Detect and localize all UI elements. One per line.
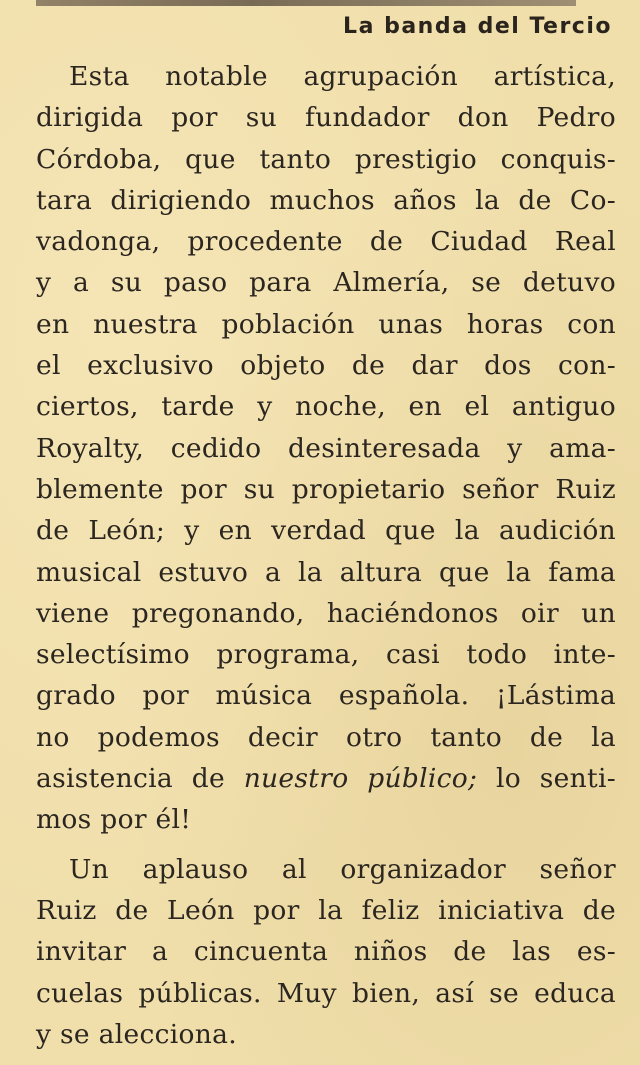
text-line: grado por música española. ¡Lástima bbox=[36, 680, 616, 712]
article-heading: La banda del Tercio bbox=[343, 14, 612, 39]
text-line-last: y se alecciona. bbox=[36, 1018, 237, 1050]
text-line: blemente por su propietario señor Ruiz bbox=[36, 473, 616, 505]
text-line: de León; y en verdad que la audición bbox=[36, 515, 616, 547]
text-line: Esta notable agrupación artística, bbox=[69, 61, 616, 92]
text-line: Un aplauso al organizador señor bbox=[69, 853, 616, 885]
text-line-last: mos por él! bbox=[36, 804, 192, 836]
text-line: y a su paso para Almería, se detuvo bbox=[36, 267, 616, 299]
paragraph-gap bbox=[36, 841, 616, 849]
text-line: selectísimo programa, casi todo inte- bbox=[36, 639, 616, 671]
emphasized-text: nuestro público; bbox=[243, 763, 478, 795]
paragraph-2 bbox=[36, 849, 616, 1055]
text-line: no podemos decir otro tanto de la bbox=[36, 721, 616, 753]
text-line: musical estuvo a la altura que la fama bbox=[36, 556, 616, 588]
text-line: Córdoba, que tanto prestigio conquis- bbox=[36, 143, 616, 175]
text-line: dirigida por su fundador don Pedro bbox=[36, 102, 616, 134]
text-line: Royalty, cedido desinteresada y ama- bbox=[36, 432, 616, 464]
article-body bbox=[36, 56, 616, 1055]
top-divider-rule bbox=[36, 0, 576, 6]
text-line: el exclusivo objeto de dar dos con- bbox=[36, 350, 616, 382]
text-line: viene pregonando, haciéndonos oir un bbox=[36, 597, 616, 629]
text-line-with-emphasis bbox=[36, 758, 616, 799]
text-line: Ruiz de León por la feliz iniciativa de bbox=[36, 894, 616, 926]
text-run: lo senti- bbox=[477, 763, 616, 795]
text-line: en nuestra población unas horas con bbox=[36, 308, 616, 340]
text-line: invitar a cincuenta niños de las es- bbox=[36, 936, 616, 968]
text-line: tara dirigiendo muchos años la de Co- bbox=[36, 184, 616, 216]
text-run: asistencia de bbox=[36, 763, 244, 795]
text-line: vadonga, procedente de Ciudad Real bbox=[36, 226, 616, 258]
text-line: ciertos, tarde y noche, en el antiguo bbox=[36, 391, 616, 423]
text-line: cuelas públicas. Muy bien, así se educa bbox=[36, 977, 616, 1009]
paragraph-1 bbox=[36, 56, 616, 841]
